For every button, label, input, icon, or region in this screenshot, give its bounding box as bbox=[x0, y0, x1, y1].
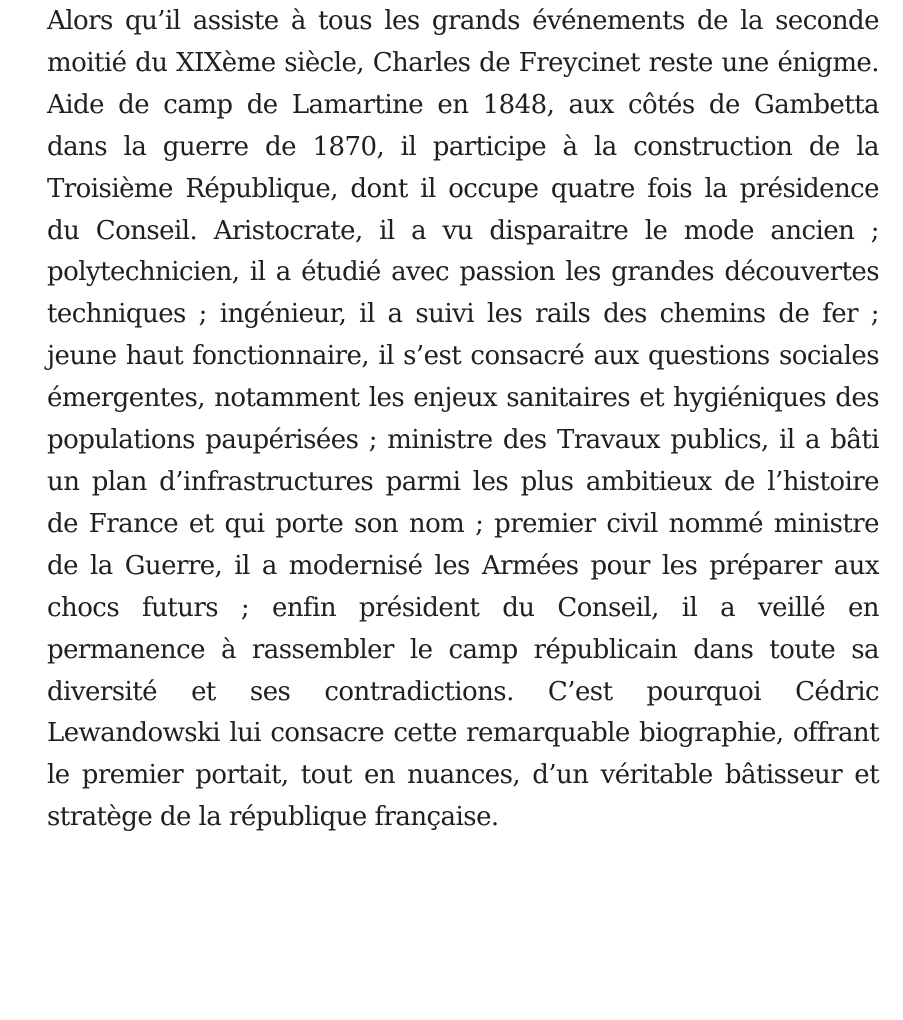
body-paragraph: Alors qu’il assiste à tous les grands événements de la seconde moitié du XIXème siècle, Charles de Freycinet reste une énigme. Aide de camp de Lamartine en 1848, aux côtés de Gambetta dans la guerre de 1870, il participe à la construction de la Troisième République, dont il occupe quatre fois la présidence du Conseil. Aristocrate, il a vu disparaitre le mode ancien ; polytechnicien, il a étudié avec passion les grandes découvertes techniques ; ingénieur, il a suivi les rails des chemins de fer ; jeune haut fonctionnaire, il s’est consacré aux questions sociales émergentes, notamment les enjeux sanitaires et hygiéniques des populations paupérisées ; ministre des Travaux publics, il a bâti un plan d’infrastructures parmi les plus ambitieux de l’histoire de France et qui porte son nom ; premier civil nommé ministre de la Guerre, il a modernisé les Armées pour les préparer aux chocs futurs ; enfin président du Conseil, il a veillé en permanence à rassembler le camp républicain dans toute sa diversité et ses contradictions. C’est pourquoi Cédric Lewandowski lui consacre cette remarquable biographie, offrant le premier portait, tout en nuances, d’un véritable bâtisseur et stratège de la république française. bbox=[47, 6, 879, 833]
